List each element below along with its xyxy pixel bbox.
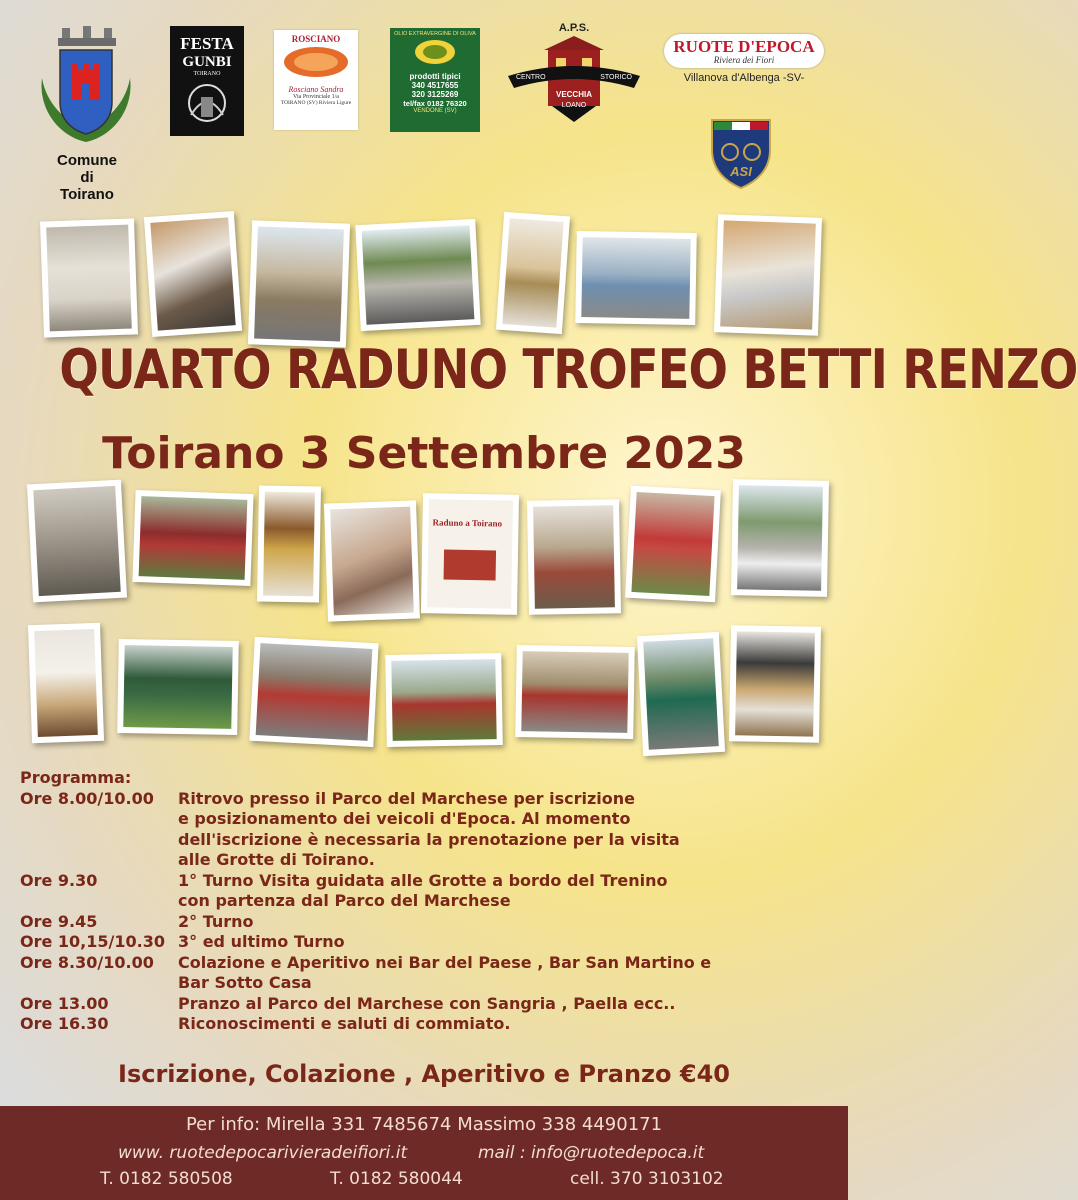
photo-green-van	[637, 632, 725, 756]
program-text: alle Grotte di Toirano.	[178, 850, 375, 869]
program-text: Ritrovo presso il Parco del Marchese per iscrizione	[178, 788, 636, 808]
program-text: 1° Turno Visita guidata alle Grotte a bordo del Trenino	[178, 870, 668, 890]
program-row	[20, 994, 840, 1015]
program-time	[20, 891, 178, 912]
footer-tel1: T. 0182 580508	[100, 1169, 233, 1189]
photo-wood-trophy	[257, 485, 321, 602]
photo-scooters	[249, 637, 378, 747]
flyer-thumb-title: Raduno a Toirano	[432, 517, 503, 529]
photo-red-spider	[625, 486, 721, 603]
asi-logo	[708, 116, 774, 190]
program-time: Ore 13.00	[20, 993, 109, 1013]
olio-products: prodotti tipici	[409, 72, 461, 81]
rosciano-logo	[274, 30, 358, 130]
comune-line1: Comune	[57, 152, 117, 169]
program-time: Ore 9.30	[20, 870, 98, 890]
olio-fax: tel/fax 0182 76320	[403, 99, 467, 108]
program-time	[20, 850, 178, 871]
photo-people-awards	[144, 211, 242, 337]
olive-icon	[410, 37, 460, 67]
program-time: Ore 8.00/10.00	[20, 788, 154, 808]
program-row	[20, 830, 840, 851]
program-text: con partenza dal Parco del Marchese	[178, 891, 511, 910]
event-date: Toirano 3 Settembre 2023	[102, 428, 746, 479]
program-time: Ore 16.30	[20, 1014, 109, 1033]
program-list	[20, 789, 840, 1035]
photo-parking-lot	[385, 653, 503, 747]
ruote-epoca-logo	[660, 24, 828, 96]
program-time	[20, 830, 178, 851]
aps-top: A.P.S.	[558, 22, 590, 34]
photo-event-flyer	[421, 493, 519, 615]
gunbi-title: GUNBI	[182, 54, 232, 70]
olio-city: VENDONE (SV)	[413, 108, 457, 114]
comune-line3: Toirano	[60, 186, 114, 203]
photo-motorcycles	[515, 645, 635, 739]
footer-website[interactable]: www. ruotedepocarivieradeifiori.it	[118, 1143, 408, 1163]
program-text: 2° Turno	[178, 911, 254, 931]
aps-left: CENTRO	[516, 74, 546, 81]
aps-bottom: LOANO	[561, 102, 587, 109]
footer-tel2: T. 0182 580044	[330, 1169, 463, 1189]
program-time: Ore 8.30/10.00	[20, 952, 154, 972]
program-time	[20, 809, 178, 830]
program-row	[20, 871, 840, 892]
photo-ceramic-vase	[28, 623, 104, 743]
asi-text: ASI	[730, 164, 752, 179]
program-heading: Programma:	[20, 768, 132, 787]
comune-logo	[28, 18, 146, 208]
footer-cell: cell. 370 3103102	[570, 1169, 724, 1189]
festa-place: TOIRANO	[193, 71, 221, 77]
program-row	[20, 953, 840, 974]
program-time: Ore 9.45	[20, 911, 98, 931]
photo-blue-convertible	[575, 231, 697, 325]
program-text: Bar Sotto Casa	[178, 973, 312, 992]
photo-green-wagon	[117, 639, 239, 735]
ruote-place: Villanova d'Albenga -SV-	[683, 72, 805, 84]
festa-title: FESTA	[180, 34, 234, 53]
comune-line2: di	[80, 169, 94, 186]
program-row	[20, 809, 840, 830]
program-text: Riconoscimenti e saluti di commiato.	[178, 1014, 511, 1033]
photo-gift-basket	[527, 499, 621, 615]
mill-icon	[177, 79, 237, 125]
program-row	[20, 850, 840, 871]
program-row	[20, 1014, 840, 1035]
olio-arc: OLIO EXTRAVERGINE DI OLIVA	[394, 31, 476, 37]
footer-email[interactable]: mail : info@ruotedepoca.it	[478, 1143, 705, 1163]
rosciano-owner: Rosciano Sandra	[288, 85, 344, 94]
program-row	[20, 973, 840, 994]
program-text: 3° ed ultimo Turno	[178, 932, 345, 951]
aps-right: STORICO	[600, 74, 632, 81]
program-text: e posizionamento dei veicoli d'Epoca. Al momento	[178, 809, 631, 828]
festa-gunbi-logo	[170, 26, 244, 136]
ruote-title: RUOTE D'EPOCA	[673, 37, 815, 56]
footer-info: Per info: Mirella 331 7485674 Massimo 338 4490171	[185, 1114, 663, 1135]
coat-of-arms-icon	[28, 18, 146, 148]
aps-mid: VECCHIA	[555, 90, 592, 99]
program-row	[20, 789, 840, 810]
photo-trophy-plaque	[40, 218, 138, 337]
footer-bar	[0, 1106, 848, 1200]
olio-phone1: 340 4517655	[411, 81, 459, 90]
ruote-subtitle: Riviera dei Fiori	[713, 55, 775, 65]
photo-couple-portrait	[324, 500, 420, 621]
photo-gold-cup	[496, 212, 570, 334]
photo-street-tree	[355, 219, 480, 331]
photo-town-square-cars	[248, 220, 350, 347]
photo-trophy-row	[27, 480, 127, 603]
rosciano-emblem-icon	[281, 44, 351, 80]
event-title: QUARTO RADUNO TROFEO BETTI RENZO	[59, 338, 1078, 401]
program-row	[20, 912, 840, 933]
program-time: Ore 10,15/10.30	[20, 932, 165, 951]
ruote-badge	[664, 34, 824, 68]
program-section	[20, 768, 840, 1035]
comune-label	[28, 152, 146, 203]
program-text: Colazione e Aperitivo nei Bar del Paese , Bar San Martino e	[178, 952, 712, 972]
olio-logo	[390, 28, 480, 132]
photo-vintage-bikes	[729, 625, 821, 743]
rosciano-city: TOIRANO (SV) Riviera Ligure	[280, 100, 352, 106]
program-time	[20, 973, 178, 994]
program-row	[20, 891, 840, 912]
olio-phone2: 320 3125269	[411, 90, 459, 99]
program-row	[20, 932, 840, 953]
program-text: dell'iscrizione è necessaria la prenotazione per la visita	[178, 829, 680, 849]
photo-red-coupe	[132, 490, 253, 586]
rosciano-address: Via Provinciale 1/a	[293, 94, 339, 100]
rosciano-name: ROSCIANO	[291, 34, 341, 44]
photo-silver-trophies	[714, 214, 822, 336]
program-text: Pranzo al Parco del Marchese con Sangria , Paella ecc..	[178, 993, 676, 1013]
aps-logo	[504, 22, 644, 126]
price-line: Iscrizione, Colazione , Aperitivo e Pranzo €40	[118, 1060, 730, 1088]
photo-white-car-coast	[731, 479, 829, 597]
